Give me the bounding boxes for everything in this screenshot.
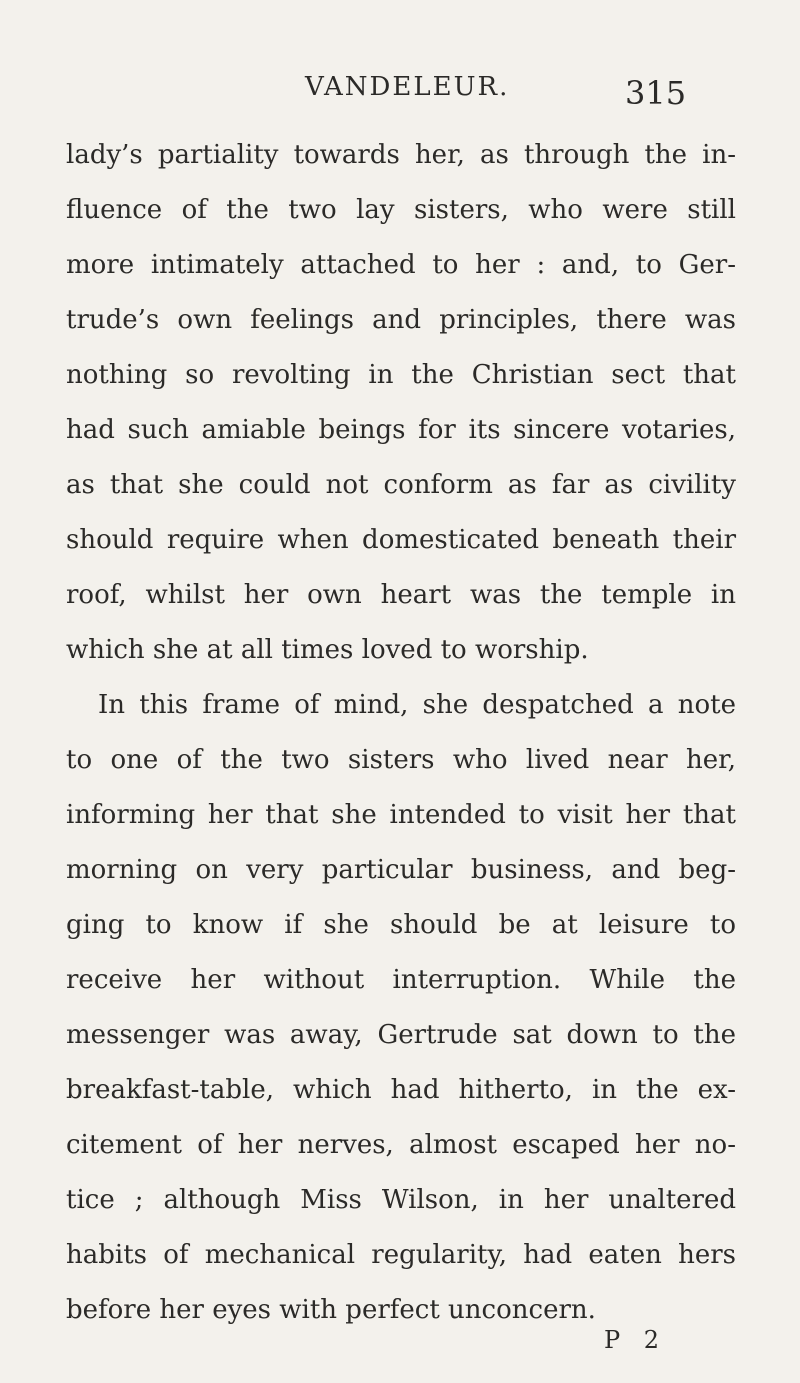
text-line: should require when domesticated beneath their <box>66 525 736 555</box>
text-line: lady’s partiality towards her, as through the in- <box>66 140 736 170</box>
page-number: 315 <box>625 74 687 112</box>
text-line: trude’s own feelings and principles, there was <box>66 305 736 335</box>
text-line: ging to know if she should be at leisure to <box>66 910 736 940</box>
text-line: to one of the two sisters who lived near her, <box>66 745 736 775</box>
text-line: breakfast-table, which had hitherto, in the ex- <box>66 1075 736 1105</box>
body-text <box>66 128 736 1338</box>
text-line: habits of mechanical regularity, had eaten hers <box>66 1240 736 1270</box>
text-line: roof, whilst her own heart was the temple in <box>66 580 736 610</box>
text-line: morning on very particular business, and beg- <box>66 855 736 885</box>
text-line: informing her that she intended to visit her that <box>66 800 736 830</box>
text-line: had such amiable beings for its sincere votaries, <box>66 415 736 445</box>
text-line: nothing so revolting in the Christian sect that <box>66 360 736 390</box>
text-line: which she at all times loved to worship. <box>66 635 589 665</box>
text-line: In this frame of mind, she despatched a note <box>98 690 736 720</box>
text-line: as that she could not conform as far as civility <box>66 470 736 500</box>
text-line: messenger was away, Gertrude sat down to the <box>66 1020 736 1050</box>
running-title: VANDELEUR. <box>305 72 510 102</box>
signature-mark: P 2 <box>604 1326 668 1354</box>
text-line: before her eyes with perfect unconcern. <box>66 1295 596 1325</box>
text-line: more intimately attached to her : and, to Ger- <box>66 250 736 280</box>
text-line: citement of her nerves, almost escaped her no- <box>66 1130 736 1160</box>
text-line: receive her without interruption. While the <box>66 965 736 995</box>
text-line: fluence of the two lay sisters, who were still <box>66 195 736 225</box>
text-line: tice ; although Miss Wilson, in her unaltered <box>66 1185 736 1215</box>
